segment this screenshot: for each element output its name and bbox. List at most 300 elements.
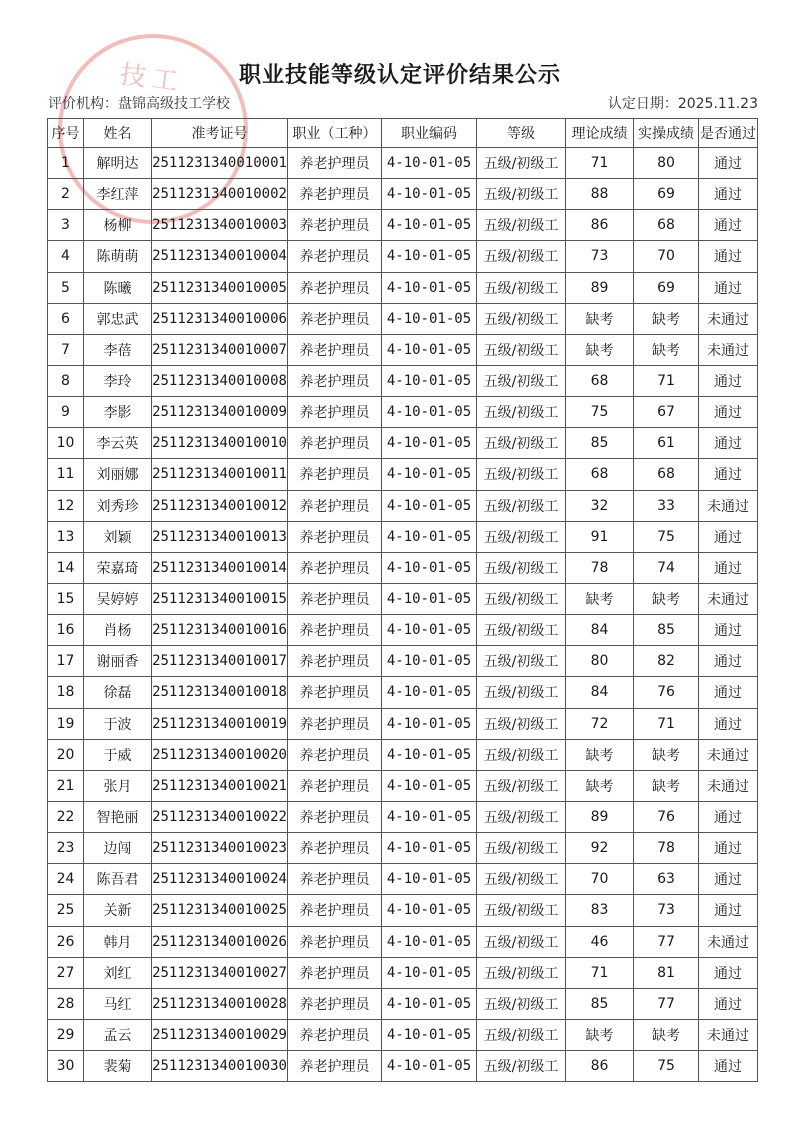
cell-col-occupation-code: 4-10-01-05	[382, 303, 477, 334]
cell-col-passed: 通过	[699, 957, 758, 988]
cell-col-theory-score: 88	[566, 179, 634, 210]
cell-col-level: 五级/初级工	[477, 864, 566, 895]
cell-col-occupation: 养老护理员	[288, 583, 382, 614]
table-row	[48, 739, 758, 770]
cell-col-theory-score: 75	[566, 397, 634, 428]
cell-col-exam-id: 2511231340010020	[152, 739, 288, 770]
cell-col-theory-score: 71	[566, 957, 634, 988]
cell-col-index: 9	[48, 397, 84, 428]
cell-col-index: 1	[48, 148, 84, 179]
header-col-theory-score: 理论成绩	[566, 119, 634, 148]
table-row	[48, 459, 758, 490]
cell-col-exam-id: 2511231340010008	[152, 365, 288, 396]
cell-col-passed: 通过	[699, 428, 758, 459]
cell-col-occupation: 养老护理员	[288, 770, 382, 801]
cell-col-theory-score: 86	[566, 210, 634, 241]
header-col-level: 等级	[477, 119, 566, 148]
cell-col-exam-id: 2511231340010026	[152, 926, 288, 957]
cell-col-practical-score: 缺考	[634, 583, 699, 614]
cell-col-index: 26	[48, 926, 84, 957]
cell-col-occupation-code: 4-10-01-05	[382, 615, 477, 646]
header-col-name: 姓名	[84, 119, 152, 148]
cell-col-level: 五级/初级工	[477, 583, 566, 614]
cell-col-exam-id: 2511231340010004	[152, 241, 288, 272]
cell-col-occupation: 养老护理员	[288, 490, 382, 521]
cell-col-passed: 通过	[699, 895, 758, 926]
cell-col-exam-id: 2511231340010027	[152, 957, 288, 988]
header-col-index: 序号	[48, 119, 84, 148]
cell-col-practical-score: 69	[634, 272, 699, 303]
cell-col-name: 李蓓	[84, 334, 152, 365]
cell-col-occupation-code: 4-10-01-05	[382, 957, 477, 988]
cell-col-practical-score: 75	[634, 521, 699, 552]
cell-col-passed: 通过	[699, 459, 758, 490]
cell-col-name: 陈萌萌	[84, 241, 152, 272]
cell-col-practical-score: 78	[634, 833, 699, 864]
cell-col-passed: 通过	[699, 179, 758, 210]
cell-col-level: 五级/初级工	[477, 459, 566, 490]
table-row	[48, 334, 758, 365]
cell-col-index: 12	[48, 490, 84, 521]
cell-col-index: 13	[48, 521, 84, 552]
cell-col-exam-id: 2511231340010023	[152, 833, 288, 864]
cell-col-name: 裴菊	[84, 1051, 152, 1082]
cell-col-level: 五级/初级工	[477, 770, 566, 801]
cell-col-occupation-code: 4-10-01-05	[382, 148, 477, 179]
table-row	[48, 365, 758, 396]
table-row	[48, 770, 758, 801]
cell-col-name: 吴婷婷	[84, 583, 152, 614]
cell-col-occupation-code: 4-10-01-05	[382, 833, 477, 864]
cell-col-theory-score: 92	[566, 833, 634, 864]
cell-col-name: 于威	[84, 739, 152, 770]
cell-col-level: 五级/初级工	[477, 179, 566, 210]
cell-col-exam-id: 2511231340010002	[152, 179, 288, 210]
certification-date: 认定日期：2025.11.23	[607, 96, 758, 112]
table-row	[48, 926, 758, 957]
cell-col-passed: 通过	[699, 833, 758, 864]
cell-col-level: 五级/初级工	[477, 646, 566, 677]
cell-col-index: 7	[48, 334, 84, 365]
cell-col-exam-id: 2511231340010006	[152, 303, 288, 334]
table-row	[48, 397, 758, 428]
cell-col-occupation: 养老护理员	[288, 957, 382, 988]
cell-col-index: 20	[48, 739, 84, 770]
table-row	[48, 272, 758, 303]
cell-col-exam-id: 2511231340010007	[152, 334, 288, 365]
cell-col-level: 五级/初级工	[477, 334, 566, 365]
cell-col-occupation: 养老护理员	[288, 303, 382, 334]
cell-col-index: 21	[48, 770, 84, 801]
cell-col-practical-score: 76	[634, 677, 699, 708]
table-row	[48, 552, 758, 583]
cell-col-practical-score: 缺考	[634, 1019, 699, 1050]
cell-col-name: 刘红	[84, 957, 152, 988]
cell-col-level: 五级/初级工	[477, 739, 566, 770]
cell-col-name: 关新	[84, 895, 152, 926]
cell-col-index: 27	[48, 957, 84, 988]
table-row	[48, 957, 758, 988]
table-row	[48, 241, 758, 272]
cell-col-occupation: 养老护理员	[288, 272, 382, 303]
cell-col-name: 刘秀珍	[84, 490, 152, 521]
cell-col-theory-score: 缺考	[566, 303, 634, 334]
cell-col-occupation: 养老护理员	[288, 148, 382, 179]
cell-col-occupation: 养老护理员	[288, 801, 382, 832]
cell-col-theory-score: 68	[566, 365, 634, 396]
cell-col-passed: 通过	[699, 864, 758, 895]
table-row	[48, 708, 758, 739]
cell-col-name: 智艳丽	[84, 801, 152, 832]
cell-col-theory-score: 缺考	[566, 334, 634, 365]
cell-col-practical-score: 73	[634, 895, 699, 926]
cell-col-occupation: 养老护理员	[288, 334, 382, 365]
table-row	[48, 988, 758, 1019]
cell-col-theory-score: 73	[566, 241, 634, 272]
cell-col-occupation-code: 4-10-01-05	[382, 397, 477, 428]
cell-col-occupation: 养老护理员	[288, 615, 382, 646]
header-col-exam-id: 准考证号	[152, 119, 288, 148]
cell-col-theory-score: 缺考	[566, 739, 634, 770]
cell-col-name: 李红萍	[84, 179, 152, 210]
cell-col-level: 五级/初级工	[477, 926, 566, 957]
cell-col-index: 2	[48, 179, 84, 210]
cell-col-exam-id: 2511231340010009	[152, 397, 288, 428]
cell-col-theory-score: 78	[566, 552, 634, 583]
table-row	[48, 833, 758, 864]
header-col-practical-score: 实操成绩	[634, 119, 699, 148]
cell-col-index: 4	[48, 241, 84, 272]
cell-col-occupation: 养老护理员	[288, 459, 382, 490]
cell-col-name: 徐磊	[84, 677, 152, 708]
cell-col-occupation: 养老护理员	[288, 646, 382, 677]
results-table	[47, 118, 758, 1082]
cell-col-theory-score: 缺考	[566, 770, 634, 801]
cell-col-practical-score: 77	[634, 926, 699, 957]
cell-col-occupation-code: 4-10-01-05	[382, 272, 477, 303]
cell-col-passed: 通过	[699, 241, 758, 272]
header-col-occupation: 职业（工种）	[288, 119, 382, 148]
cell-col-occupation: 养老护理员	[288, 428, 382, 459]
cell-col-occupation-code: 4-10-01-05	[382, 365, 477, 396]
table-row	[48, 1019, 758, 1050]
cell-col-practical-score: 68	[634, 210, 699, 241]
cell-col-exam-id: 2511231340010005	[152, 272, 288, 303]
table-row	[48, 210, 758, 241]
cell-col-passed: 未通过	[699, 926, 758, 957]
cell-col-name: 刘颖	[84, 521, 152, 552]
cell-col-occupation: 养老护理员	[288, 739, 382, 770]
cell-col-theory-score: 71	[566, 148, 634, 179]
table-row	[48, 583, 758, 614]
cell-col-theory-score: 85	[566, 428, 634, 459]
cell-col-practical-score: 67	[634, 397, 699, 428]
cell-col-level: 五级/初级工	[477, 957, 566, 988]
cell-col-occupation: 养老护理员	[288, 1019, 382, 1050]
cell-col-theory-score: 70	[566, 864, 634, 895]
cell-col-occupation-code: 4-10-01-05	[382, 428, 477, 459]
cell-col-level: 五级/初级工	[477, 895, 566, 926]
cell-col-level: 五级/初级工	[477, 428, 566, 459]
cell-col-theory-score: 86	[566, 1051, 634, 1082]
cell-col-practical-score: 63	[634, 864, 699, 895]
cell-col-index: 28	[48, 988, 84, 1019]
cell-col-occupation-code: 4-10-01-05	[382, 210, 477, 241]
cell-col-index: 19	[48, 708, 84, 739]
cell-col-occupation-code: 4-10-01-05	[382, 1051, 477, 1082]
cell-col-name: 张月	[84, 770, 152, 801]
cell-col-index: 24	[48, 864, 84, 895]
seal-text: 技工	[117, 59, 186, 99]
evaluation-organization: 评价机构：盘锦高级技工学校	[48, 96, 230, 112]
cell-col-passed: 通过	[699, 801, 758, 832]
page-title: 职业技能等级认定评价结果公示	[238, 63, 561, 88]
cell-col-level: 五级/初级工	[477, 303, 566, 334]
cell-col-passed: 通过	[699, 397, 758, 428]
cell-col-occupation-code: 4-10-01-05	[382, 677, 477, 708]
cell-col-exam-id: 2511231340010030	[152, 1051, 288, 1082]
cell-col-passed: 未通过	[699, 1019, 758, 1050]
cell-col-index: 18	[48, 677, 84, 708]
cell-col-name: 郭忠武	[84, 303, 152, 334]
cell-col-exam-id: 2511231340010010	[152, 428, 288, 459]
cell-col-practical-score: 85	[634, 615, 699, 646]
cell-col-passed: 通过	[699, 615, 758, 646]
cell-col-theory-score: 缺考	[566, 583, 634, 614]
cell-col-name: 边闯	[84, 833, 152, 864]
cell-col-theory-score: 85	[566, 988, 634, 1019]
cell-col-theory-score: 89	[566, 801, 634, 832]
cell-col-occupation-code: 4-10-01-05	[382, 490, 477, 521]
cell-col-occupation: 养老护理员	[288, 677, 382, 708]
cell-col-practical-score: 缺考	[634, 770, 699, 801]
cell-col-occupation-code: 4-10-01-05	[382, 1019, 477, 1050]
cell-col-theory-score: 84	[566, 677, 634, 708]
cell-col-index: 10	[48, 428, 84, 459]
cell-col-level: 五级/初级工	[477, 1051, 566, 1082]
cell-col-exam-id: 2511231340010021	[152, 770, 288, 801]
table-row	[48, 179, 758, 210]
cell-col-practical-score: 缺考	[634, 739, 699, 770]
cell-col-occupation: 养老护理员	[288, 1051, 382, 1082]
cell-col-practical-score: 76	[634, 801, 699, 832]
cell-col-passed: 通过	[699, 521, 758, 552]
cell-col-exam-id: 2511231340010017	[152, 646, 288, 677]
cell-col-theory-score: 91	[566, 521, 634, 552]
cell-col-name: 李玲	[84, 365, 152, 396]
cell-col-name: 解明达	[84, 148, 152, 179]
cell-col-index: 29	[48, 1019, 84, 1050]
cell-col-occupation: 养老护理员	[288, 210, 382, 241]
cell-col-name: 荣嘉琦	[84, 552, 152, 583]
cell-col-passed: 未通过	[699, 490, 758, 521]
cell-col-theory-score: 32	[566, 490, 634, 521]
cell-col-occupation: 养老护理员	[288, 708, 382, 739]
cell-col-occupation: 养老护理员	[288, 864, 382, 895]
cell-col-index: 15	[48, 583, 84, 614]
table-row	[48, 864, 758, 895]
cell-col-level: 五级/初级工	[477, 615, 566, 646]
cell-col-occupation-code: 4-10-01-05	[382, 521, 477, 552]
cell-col-theory-score: 缺考	[566, 1019, 634, 1050]
cell-col-passed: 通过	[699, 365, 758, 396]
cell-col-occupation-code: 4-10-01-05	[382, 926, 477, 957]
cell-col-level: 五级/初级工	[477, 677, 566, 708]
cell-col-level: 五级/初级工	[477, 490, 566, 521]
cell-col-practical-score: 81	[634, 957, 699, 988]
cell-col-level: 五级/初级工	[477, 365, 566, 396]
cell-col-exam-id: 2511231340010018	[152, 677, 288, 708]
cell-col-practical-score: 82	[634, 646, 699, 677]
cell-col-exam-id: 2511231340010025	[152, 895, 288, 926]
cell-col-exam-id: 2511231340010019	[152, 708, 288, 739]
cell-col-passed: 通过	[699, 552, 758, 583]
cell-col-level: 五级/初级工	[477, 1019, 566, 1050]
cell-col-occupation: 养老护理员	[288, 179, 382, 210]
cell-col-theory-score: 89	[566, 272, 634, 303]
cell-col-exam-id: 2511231340010001	[152, 148, 288, 179]
cell-col-index: 22	[48, 801, 84, 832]
cell-col-name: 杨柳	[84, 210, 152, 241]
cell-col-practical-score: 75	[634, 1051, 699, 1082]
cell-col-passed: 通过	[699, 677, 758, 708]
table-row	[48, 1051, 758, 1082]
cell-col-index: 6	[48, 303, 84, 334]
cell-col-practical-score: 缺考	[634, 334, 699, 365]
cell-col-name: 于波	[84, 708, 152, 739]
cell-col-exam-id: 2511231340010014	[152, 552, 288, 583]
cell-col-occupation: 养老护理员	[288, 988, 382, 1019]
cell-col-index: 30	[48, 1051, 84, 1082]
header-col-passed: 是否通过	[699, 119, 758, 148]
cell-col-exam-id: 2511231340010029	[152, 1019, 288, 1050]
cell-col-practical-score: 71	[634, 708, 699, 739]
table-row	[48, 490, 758, 521]
cell-col-occupation: 养老护理员	[288, 895, 382, 926]
cell-col-practical-score: 68	[634, 459, 699, 490]
cell-col-occupation: 养老护理员	[288, 521, 382, 552]
cell-col-index: 17	[48, 646, 84, 677]
cell-col-level: 五级/初级工	[477, 552, 566, 583]
cell-col-name: 谢丽香	[84, 646, 152, 677]
cell-col-passed: 通过	[699, 708, 758, 739]
cell-col-occupation-code: 4-10-01-05	[382, 739, 477, 770]
cell-col-passed: 未通过	[699, 770, 758, 801]
cell-col-theory-score: 72	[566, 708, 634, 739]
cell-col-occupation-code: 4-10-01-05	[382, 895, 477, 926]
cell-col-passed: 未通过	[699, 303, 758, 334]
cell-col-passed: 通过	[699, 272, 758, 303]
cell-col-practical-score: 74	[634, 552, 699, 583]
cell-col-theory-score: 83	[566, 895, 634, 926]
cell-col-practical-score: 70	[634, 241, 699, 272]
cell-col-occupation-code: 4-10-01-05	[382, 241, 477, 272]
cell-col-name: 韩月	[84, 926, 152, 957]
cell-col-name: 李云英	[84, 428, 152, 459]
cell-col-occupation-code: 4-10-01-05	[382, 801, 477, 832]
cell-col-practical-score: 缺考	[634, 303, 699, 334]
cell-col-practical-score: 80	[634, 148, 699, 179]
header-col-occupation-code: 职业编码	[382, 119, 477, 148]
cell-col-passed: 通过	[699, 988, 758, 1019]
cell-col-occupation-code: 4-10-01-05	[382, 988, 477, 1019]
cell-col-occupation: 养老护理员	[288, 241, 382, 272]
table-row	[48, 615, 758, 646]
cell-col-level: 五级/初级工	[477, 397, 566, 428]
cell-col-index: 5	[48, 272, 84, 303]
cell-col-exam-id: 2511231340010003	[152, 210, 288, 241]
cell-col-theory-score: 80	[566, 646, 634, 677]
cell-col-practical-score: 71	[634, 365, 699, 396]
cell-col-exam-id: 2511231340010022	[152, 801, 288, 832]
cell-col-name: 马红	[84, 988, 152, 1019]
cell-col-practical-score: 61	[634, 428, 699, 459]
table-row	[48, 521, 758, 552]
cell-col-index: 3	[48, 210, 84, 241]
table-row	[48, 895, 758, 926]
table-row	[48, 801, 758, 832]
cell-col-exam-id: 2511231340010028	[152, 988, 288, 1019]
cell-col-exam-id: 2511231340010024	[152, 864, 288, 895]
cell-col-occupation-code: 4-10-01-05	[382, 770, 477, 801]
cell-col-name: 陈曦	[84, 272, 152, 303]
cell-col-level: 五级/初级工	[477, 210, 566, 241]
cell-col-name: 孟云	[84, 1019, 152, 1050]
cell-col-level: 五级/初级工	[477, 708, 566, 739]
table-row	[48, 646, 758, 677]
table-body	[48, 148, 758, 1082]
cell-col-occupation-code: 4-10-01-05	[382, 646, 477, 677]
cell-col-occupation: 养老护理员	[288, 397, 382, 428]
cell-col-theory-score: 68	[566, 459, 634, 490]
cell-col-exam-id: 2511231340010011	[152, 459, 288, 490]
cell-col-occupation-code: 4-10-01-05	[382, 552, 477, 583]
cell-col-occupation-code: 4-10-01-05	[382, 708, 477, 739]
cell-col-occupation: 养老护理员	[288, 365, 382, 396]
cell-col-level: 五级/初级工	[477, 801, 566, 832]
cell-col-level: 五级/初级工	[477, 988, 566, 1019]
cell-col-level: 五级/初级工	[477, 272, 566, 303]
cell-col-index: 23	[48, 833, 84, 864]
cell-col-exam-id: 2511231340010013	[152, 521, 288, 552]
table-row	[48, 428, 758, 459]
cell-col-theory-score: 46	[566, 926, 634, 957]
cell-col-name: 陈吾君	[84, 864, 152, 895]
cell-col-passed: 未通过	[699, 583, 758, 614]
cell-col-practical-score: 77	[634, 988, 699, 1019]
cell-col-name: 李影	[84, 397, 152, 428]
cell-col-passed: 通过	[699, 210, 758, 241]
table-header-row	[48, 119, 758, 148]
cell-col-index: 11	[48, 459, 84, 490]
cell-col-occupation-code: 4-10-01-05	[382, 334, 477, 365]
cell-col-index: 16	[48, 615, 84, 646]
cell-col-name: 肖杨	[84, 615, 152, 646]
cell-col-passed: 通过	[699, 1051, 758, 1082]
cell-col-occupation: 养老护理员	[288, 552, 382, 583]
cell-col-index: 14	[48, 552, 84, 583]
cell-col-exam-id: 2511231340010015	[152, 583, 288, 614]
cell-col-occupation: 养老护理员	[288, 833, 382, 864]
cell-col-occupation-code: 4-10-01-05	[382, 583, 477, 614]
cell-col-passed: 通过	[699, 646, 758, 677]
cell-col-occupation: 养老护理员	[288, 926, 382, 957]
table-row	[48, 677, 758, 708]
cell-col-practical-score: 33	[634, 490, 699, 521]
cell-col-exam-id: 2511231340010012	[152, 490, 288, 521]
cell-col-occupation-code: 4-10-01-05	[382, 459, 477, 490]
cell-col-occupation-code: 4-10-01-05	[382, 864, 477, 895]
